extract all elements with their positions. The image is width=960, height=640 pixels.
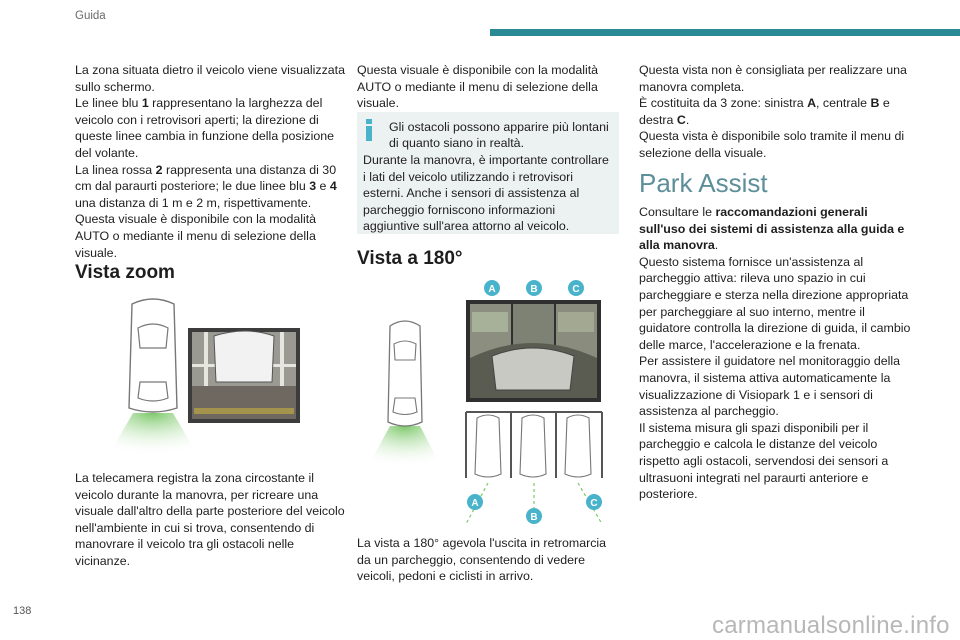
zone-label-c-bottom: C [590, 498, 598, 509]
paragraph: Questo sistema fornisce un'assistenza al parcheggio attiva: rileva uno spazio in cui parcheggiare e sterza nella direzione appropriata per parcheggiare al suo interno, mentre il guidatore controlla la direzione di guida, il cambio delle marce, l'accelerazione e la frenata. [639, 254, 911, 352]
info-note-box [357, 112, 619, 234]
park-assist-text [639, 204, 911, 503]
view-180-illustration [362, 278, 612, 528]
paragraph: La telecamera registra la zona circostante il veicolo durante la manovra, per ricreare una visuale dall'altro della parte posteriore del veicolo nell'ambiente in cui si trova, consentendo di manovrare il veicolo tra gli ostacoli nelle vicinanze. [75, 471, 345, 568]
heading-zoom-view: Vista zoom [75, 262, 175, 283]
info-body-text: Durante la manovra, è importante controllare i lati del veicolo utilizzando i retrovisori esterni. Anche i sensori di assistenza al parcheggio forniscono informazioni aggiuntive sull'area attorno al veicolo. [363, 153, 609, 234]
paragraph: La vista a 180° agevola l'uscita in retromarcia da un parcheggio, consentendo di vedere veicoli, pedoni e ciclisti in arrivo. [357, 536, 607, 584]
column-left [75, 62, 345, 261]
paragraph: Per assistere il guidatore nel monitoraggio della manovra, il sistema attiva automaticamente la visualizzazione di Visiopark 1 e i sensori di assistenza al parcheggio. [639, 354, 901, 419]
zone-label-a-bottom: A [471, 498, 479, 509]
paragraph: Consultare le raccomandazioni generali sull'uso dei sistemi di assistenza alla guida e alla manovra. [639, 205, 905, 253]
paragraph: Il sistema misura gli spazi disponibili per il parcheggio e calcola le distanze del veicolo rispetto agli ostacoli, servendosi dei sensori a ultrasuoni integrati nel paraurti anteriore e posteriore. [639, 420, 889, 502]
info-icon [365, 119, 373, 141]
paragraph: La zona situata dietro il veicolo viene visualizzata sullo schermo. [75, 63, 345, 94]
paragraph: Questa vista non è consigliata per realizzare una manovra completa. [639, 63, 907, 94]
section-label: Guida [75, 10, 106, 22]
heading-180-view: Vista a 180° [357, 248, 463, 269]
watermark: carmanualsonline.info [712, 612, 950, 639]
paragraph: Questa vista è disponibile solo tramite il menu di selezione della visuale. [639, 129, 905, 160]
column-right [639, 62, 909, 162]
page-number: 138 [13, 605, 32, 617]
paragraph: Questa visuale è disponibile con la modalità AUTO o mediante il menu di selezione della visuale. [75, 212, 317, 260]
zoom-view-illustration [88, 298, 318, 458]
zone-label-c: C [572, 284, 580, 295]
zoom-view-text [75, 470, 350, 570]
paragraph: Le linee blu 1 rappresentano la larghezza del veicolo con i retrovisori aperti; la direzione di queste linee cambia in funzione della posizione del volante. [75, 96, 334, 160]
zone-label-a: A [488, 284, 496, 295]
zone-label-b: B [530, 284, 538, 295]
zone-label-b-bottom: B [530, 512, 538, 523]
paragraph: È costituita da 3 zone: sinistra A, centrale B e destra C. [639, 96, 890, 127]
column-middle [357, 62, 622, 112]
view-180-text [357, 535, 622, 585]
heading-park-assist: Park Assist [639, 168, 768, 198]
paragraph: La linea rossa 2 rappresenta una distanza di 30 cm dal paraurti posteriore; le due linee blu 3 e 4 una distanza di 1 m e 2 m, rispettivamente. [75, 162, 337, 210]
paragraph: Questa visuale è disponibile con la modalità AUTO o mediante il menu di selezione della visuale. [357, 63, 599, 111]
header-accent-bar [490, 29, 960, 36]
info-lead-text: Gli ostacoli possono apparire più lontani di quanto siano in realtà. [389, 120, 609, 150]
